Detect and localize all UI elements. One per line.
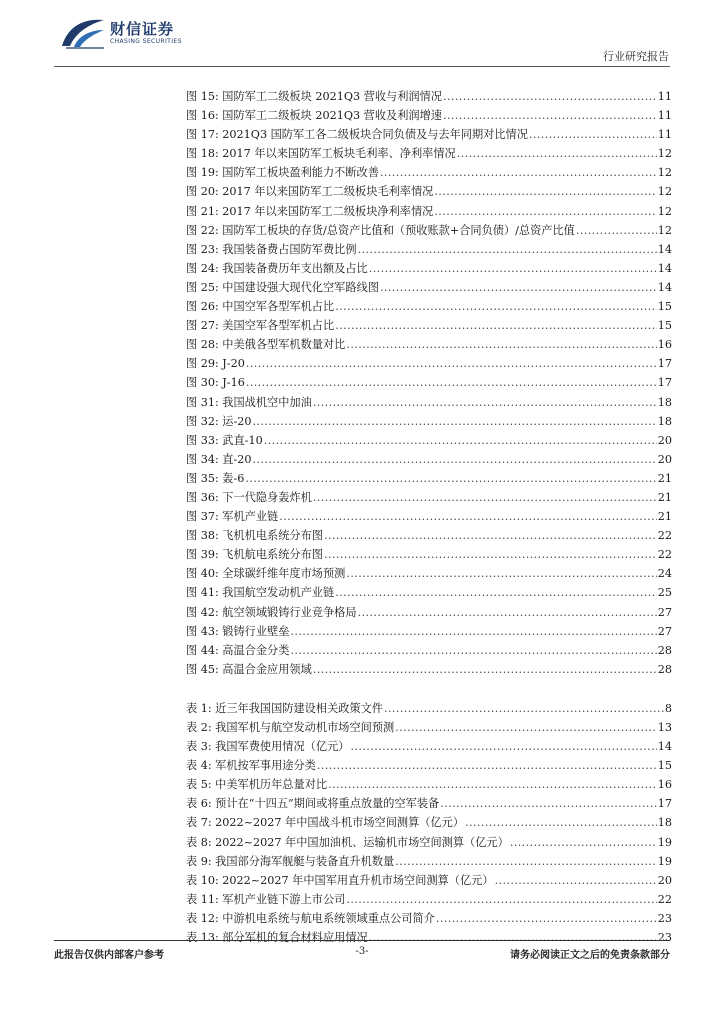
table-entry[interactable] [186, 699, 672, 718]
figure-entry-page: 17 [657, 357, 672, 371]
dot-leader [440, 794, 657, 813]
table-entry-page: 22 [657, 892, 672, 906]
figure-entry-page: 16 [657, 338, 672, 352]
table-entry-page: 17 [657, 797, 672, 811]
page-header [0, 0, 724, 70]
table-entry[interactable] [186, 871, 672, 890]
dot-leader [434, 182, 656, 201]
figure-entry-page: 12 [657, 166, 672, 180]
table-entry[interactable] [186, 737, 672, 756]
company-logo [60, 16, 182, 50]
table-entry[interactable] [186, 833, 672, 852]
dot-leader [436, 909, 657, 928]
dot-leader [443, 106, 657, 125]
figure-entry[interactable] [186, 526, 672, 545]
table-entry-page: 8 [664, 701, 672, 715]
dot-leader [395, 718, 657, 737]
dot-leader [335, 316, 657, 335]
figure-entry[interactable] [186, 125, 672, 144]
figure-entry-page: 11 [657, 128, 672, 142]
figure-entry-title: 图 22: 国防军工板块的存货/总资产比值和（预收账款+合同负债）/总资产比值 [186, 223, 575, 237]
figure-entry-title: 图 37: 军机产业链 [186, 510, 279, 524]
table-entry-page: 13 [657, 721, 672, 734]
footer-divider [54, 940, 670, 941]
figure-entry[interactable] [186, 622, 672, 641]
figure-entry-page: 20 [657, 452, 672, 466]
table-entry[interactable] [186, 794, 672, 813]
figure-entry-page: 21 [657, 510, 672, 524]
figure-entry-page: 24 [657, 567, 672, 581]
dot-leader [313, 393, 657, 412]
table-entry-title: 表 10: 2022~2027 年中国军用直升机市场空间测算（亿元） [186, 873, 494, 887]
figure-entry-title: 图 36: 下一代隐身轰炸机 [186, 490, 312, 504]
figure-entry[interactable] [186, 144, 672, 163]
table-index-list [186, 699, 672, 947]
figure-entry[interactable] [186, 221, 672, 240]
figure-entry-title: 图 32: 运-20 [186, 414, 252, 428]
table-entry[interactable] [186, 890, 672, 909]
dot-leader [529, 125, 657, 144]
table-entry-page: 20 [657, 873, 672, 887]
figure-entry-title: 图 38: 飞机机电系统分布图 [186, 529, 323, 543]
table-entry[interactable] [186, 909, 672, 928]
figure-entry[interactable] [186, 469, 672, 488]
figure-entry-page: 25 [657, 586, 672, 600]
figure-entry[interactable] [186, 431, 672, 450]
figure-entry-page: 27 [657, 605, 672, 619]
dot-leader [346, 564, 656, 583]
figure-entry[interactable] [186, 373, 672, 392]
figure-entry[interactable] [186, 507, 672, 526]
dot-leader [279, 507, 657, 526]
figure-entry-title: 图 39: 飞机航电系统分布图 [186, 548, 323, 562]
dot-leader [395, 852, 657, 871]
figure-entry[interactable] [186, 202, 672, 221]
figure-entry-page: 28 [657, 643, 672, 657]
dot-leader [465, 813, 657, 832]
table-entry-title: 表 6: 预计在“十四五”期间或将重点放量的空军装备 [186, 797, 440, 811]
table-entry-title: 表 11: 军机产业链下游上市公司 [186, 892, 346, 906]
dot-leader [384, 699, 664, 718]
table-entry-page: 18 [657, 816, 672, 830]
figure-entry-title: 图 16: 国防军工二级板块 2021Q3 营收及利润增速 [186, 109, 442, 123]
figure-entry-page: 12 [657, 204, 672, 218]
logo-chinese-name: 财信证券 [110, 19, 175, 38]
figure-entry[interactable] [186, 87, 672, 106]
figure-entry-title: 图 27: 美国空军各型军机占比 [186, 319, 335, 333]
figure-entry-page: 12 [657, 223, 672, 237]
figure-entry-page: 27 [657, 624, 672, 638]
table-entry[interactable] [186, 928, 672, 947]
figure-entry-title: 图 15: 国防军工二级板块 2021Q3 营收与利润情况 [186, 90, 442, 103]
table-entry-page: 23 [657, 911, 672, 925]
figure-entry-title: 图 17: 2021Q3 国防军工各二级板块合同负债及与去年同期对比情况 [186, 128, 528, 142]
figure-entry-page: 20 [657, 433, 672, 447]
table-entry-page: 23 [657, 931, 672, 945]
dot-leader [434, 202, 656, 221]
figure-entry-page: 11 [657, 90, 672, 103]
table-entry-title: 表 4: 军机按军事用途分类 [186, 759, 316, 773]
footer-disclaimer-right: 请务必阅读正文之后的免责条款部分 [510, 950, 670, 961]
figure-entry-page: 18 [657, 395, 672, 409]
figure-entry-title: 图 28: 中美俄各型军机数量对比 [186, 338, 346, 352]
figure-entry-title: 图 42: 航空领域锻铸行业竞争格局 [186, 605, 357, 619]
figure-entry-title: 图 34: 直-20 [186, 452, 252, 466]
dot-leader [510, 833, 657, 852]
dot-leader [335, 583, 657, 602]
figure-entry[interactable] [186, 660, 672, 679]
figure-entry-title: 图 45: 高温合金应用领域 [186, 662, 312, 676]
logo-english-name: CHASING SECURITIES [110, 37, 182, 45]
figure-entry[interactable] [186, 488, 672, 507]
figure-entry-title: 图 40: 全球碳纤维年度市场预测 [186, 567, 346, 581]
dot-leader [313, 660, 657, 679]
figure-entry[interactable] [186, 163, 672, 182]
figure-entry[interactable] [186, 583, 672, 602]
figure-entry-title: 图 30: J-16 [186, 376, 245, 390]
dot-leader [290, 622, 656, 641]
dot-leader [328, 775, 657, 794]
dot-leader [253, 450, 657, 469]
table-entry-title: 表 3: 我国军费使用情况（亿元） [186, 740, 350, 754]
figure-entry-title: 图 23: 我国装备费占国防军费比例 [186, 242, 357, 256]
figure-entry-page: 28 [657, 662, 672, 676]
dot-leader [346, 335, 656, 354]
dot-leader [380, 278, 657, 297]
dot-leader [576, 221, 657, 240]
figure-entry[interactable] [186, 106, 672, 125]
figure-entry-page: 14 [657, 280, 672, 294]
dot-leader [358, 240, 657, 259]
table-entry[interactable] [186, 718, 672, 737]
footer-disclaimer-left: 此报告仅供内部客户参考 [54, 950, 164, 961]
figure-entry-page: 12 [657, 147, 672, 161]
figure-entry-page: 15 [657, 319, 672, 333]
figure-entry-title: 图 43: 锻铸行业壁垒 [186, 624, 290, 638]
figure-entry-title: 图 29: J-20 [186, 357, 245, 371]
figure-entry-page: 12 [657, 185, 672, 199]
table-entry-title: 表 8: 2022~2027 年中国加油机、运输机市场空间测算（亿元） [186, 835, 509, 849]
figure-entry-page: 11 [657, 109, 672, 123]
table-entry-page: 19 [657, 835, 672, 849]
table-entry-title: 表 5: 中美军机历年总量对比 [186, 778, 328, 792]
figure-entry[interactable] [186, 278, 672, 297]
dot-leader [335, 297, 657, 316]
dot-leader [457, 144, 657, 163]
report-type-label: 行业研究报告 [603, 50, 669, 63]
figure-entry[interactable] [186, 316, 672, 335]
table-entry-page: 14 [657, 740, 672, 754]
figure-entry-title: 图 25: 中国建设强大现代化空军路线图 [186, 280, 379, 294]
table-entry-page: 16 [657, 778, 672, 792]
figure-entry-page: 21 [657, 490, 672, 504]
dot-leader [346, 890, 656, 909]
figure-entry[interactable] [186, 393, 672, 412]
dot-leader [264, 431, 657, 450]
figure-index-list [186, 87, 672, 679]
figure-entry-page: 14 [657, 261, 672, 275]
figure-entry-title: 图 33: 武直-10 [186, 433, 263, 447]
table-entry-page: 15 [657, 759, 672, 773]
figure-entry-title: 图 31: 我国战机空中加油 [186, 395, 312, 409]
table-entry[interactable] [186, 756, 672, 775]
figure-entry-title: 图 44: 高温合金分类 [186, 643, 290, 657]
figure-entry-title: 图 24: 我国装备费历年支出额及占比 [186, 261, 368, 275]
figure-entry[interactable] [186, 545, 672, 564]
figure-entry[interactable] [186, 259, 672, 278]
dot-leader [350, 737, 656, 756]
table-entry[interactable] [186, 813, 672, 832]
figure-entry-title: 图 41: 我国航空发动机产业链 [186, 586, 335, 600]
dot-leader [369, 928, 657, 947]
dot-leader [313, 488, 657, 507]
figure-entry-title: 图 18: 2017 年以来国防军工板块毛利率、净利率情况 [186, 147, 456, 161]
figure-entry-page: 22 [657, 548, 672, 562]
figure-entry[interactable] [186, 641, 672, 660]
dot-leader [443, 87, 657, 106]
figure-entry[interactable] [186, 564, 672, 583]
figure-entry-title: 图 35: 轰-6 [186, 471, 245, 485]
dot-leader [495, 871, 657, 890]
dot-leader [290, 641, 656, 660]
figure-entry[interactable] [186, 297, 672, 316]
figure-entry[interactable] [186, 354, 672, 373]
dot-leader [246, 354, 657, 373]
table-entry-title: 表 12: 中游机电系统与航电系统领域重点公司简介 [186, 911, 435, 925]
figure-entry-page: 18 [657, 414, 672, 428]
dot-leader [358, 603, 657, 622]
table-entry-page: 19 [657, 854, 672, 868]
dot-leader [324, 526, 657, 545]
figure-entry-page: 17 [657, 376, 672, 390]
chasing-securities-logo-icon [60, 16, 106, 50]
figure-entry[interactable] [186, 240, 672, 259]
header-divider [54, 66, 670, 67]
figure-entry-title: 图 26: 中国空军各型军机占比 [186, 300, 335, 314]
table-entry-title: 表 13: 部分军机的复合材料应用情况 [186, 931, 368, 945]
figure-entry[interactable] [186, 335, 672, 354]
table-entry[interactable] [186, 852, 672, 871]
figure-entry-page: 22 [657, 529, 672, 543]
dot-leader [324, 545, 657, 564]
page-footer [54, 946, 670, 962]
figure-entry[interactable] [186, 450, 672, 469]
figure-entry-title: 图 19: 国防军工板块盈利能力不断改善 [186, 166, 379, 180]
table-entry[interactable] [186, 775, 672, 794]
figure-entry-title: 图 20: 2017 年以来国防军工二级板块毛利率情况 [186, 185, 434, 199]
table-of-contents [186, 87, 672, 947]
table-entry-title: 表 7: 2022~2027 年中国战斗机市场空间测算（亿元） [186, 816, 465, 830]
dot-leader [246, 373, 657, 392]
figure-entry-title: 图 21: 2017 年以来国防军工二级板块净利率情况 [186, 204, 434, 218]
page-number: -3- [355, 946, 369, 957]
figure-entry-page: 14 [657, 242, 672, 256]
section-gap [186, 679, 672, 699]
figure-entry-page: 15 [657, 300, 672, 314]
table-entry-title: 表 9: 我国部分海军舰艇与装备直升机数量 [186, 854, 395, 868]
figure-entry-page: 21 [657, 471, 672, 485]
dot-leader [380, 163, 657, 182]
dot-leader [253, 412, 657, 431]
table-entry-title: 表 2: 我国军机与航空发动机市场空间预测 [186, 721, 395, 734]
figure-entry[interactable] [186, 182, 672, 201]
dot-leader [245, 469, 656, 488]
dot-leader [317, 756, 657, 775]
figure-entry[interactable] [186, 603, 672, 622]
figure-entry[interactable] [186, 412, 672, 431]
dot-leader [369, 259, 657, 278]
table-entry-title: 表 1: 近三年我国国防建设相关政策文件 [186, 701, 384, 715]
